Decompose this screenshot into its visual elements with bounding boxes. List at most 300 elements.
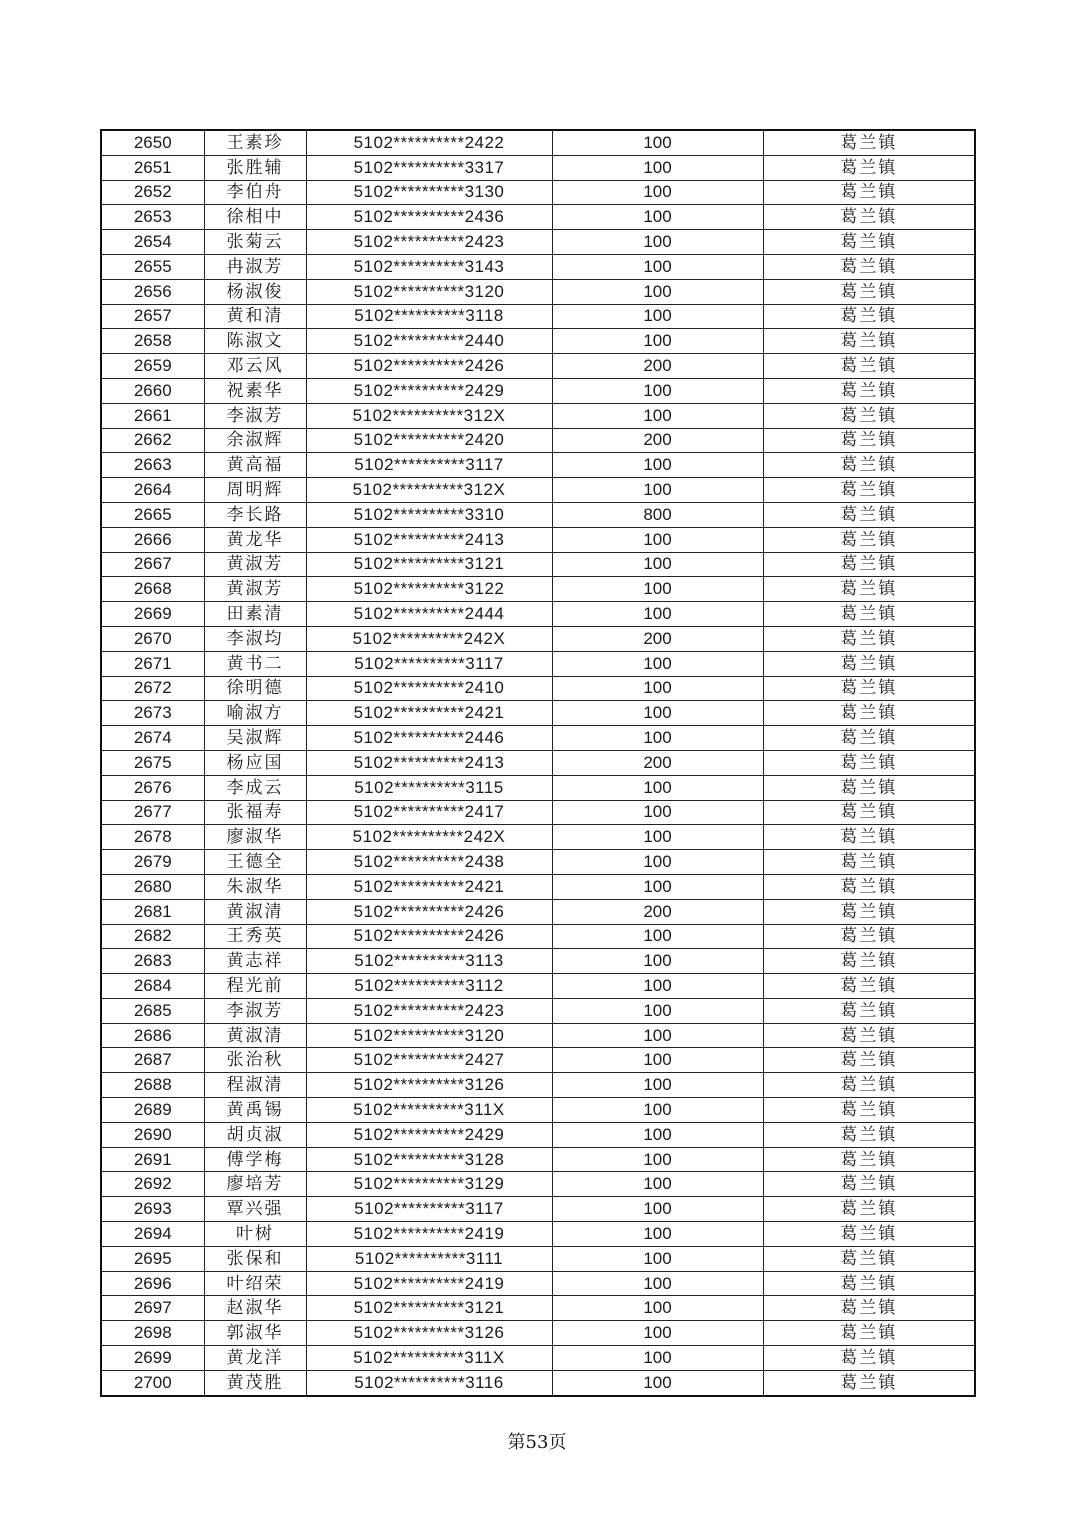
amount-cell: 100	[552, 1346, 763, 1371]
table-row	[101, 924, 975, 949]
table-row	[101, 1271, 975, 1296]
id-number-cell: 5102**********3126	[306, 1073, 552, 1098]
amount-cell: 100	[552, 1321, 763, 1346]
person-name-cell: 黄书二	[204, 651, 306, 676]
row-number-cell: 2652	[101, 180, 204, 205]
row-number-cell: 2693	[101, 1197, 204, 1222]
amount-cell: 100	[552, 130, 763, 155]
id-number-cell: 5102**********3117	[306, 453, 552, 478]
row-number-cell: 2689	[101, 1098, 204, 1123]
row-number-cell: 2697	[101, 1296, 204, 1321]
table-row	[101, 1172, 975, 1197]
id-number-cell: 5102**********2413	[306, 527, 552, 552]
amount-cell: 100	[552, 998, 763, 1023]
person-name-cell: 张保和	[204, 1246, 306, 1271]
town-name-cell: 葛兰镇	[763, 205, 975, 230]
person-name-cell: 王秀英	[204, 924, 306, 949]
person-name-cell: 朱淑华	[204, 874, 306, 899]
table-row	[101, 974, 975, 999]
person-name-cell: 王素珍	[204, 130, 306, 155]
town-name-cell: 葛兰镇	[763, 750, 975, 775]
row-number-cell: 2664	[101, 478, 204, 503]
id-number-cell: 5102**********2426	[306, 924, 552, 949]
records-table-body	[101, 130, 975, 1396]
table-row	[101, 626, 975, 651]
town-name-cell: 葛兰镇	[763, 1098, 975, 1123]
table-row	[101, 874, 975, 899]
town-name-cell: 葛兰镇	[763, 230, 975, 255]
person-name-cell: 王德全	[204, 850, 306, 875]
table-row	[101, 254, 975, 279]
person-name-cell: 黄龙华	[204, 527, 306, 552]
id-number-cell: 5102**********242X	[306, 825, 552, 850]
row-number-cell: 2655	[101, 254, 204, 279]
row-number-cell: 2688	[101, 1073, 204, 1098]
table-row	[101, 279, 975, 304]
amount-cell: 100	[552, 874, 763, 899]
table-row	[101, 1346, 975, 1371]
person-name-cell: 邓云风	[204, 354, 306, 379]
amount-cell: 100	[552, 1073, 763, 1098]
town-name-cell: 葛兰镇	[763, 527, 975, 552]
table-row	[101, 1222, 975, 1247]
person-name-cell: 喻淑方	[204, 701, 306, 726]
town-name-cell: 葛兰镇	[763, 974, 975, 999]
id-number-cell: 5102**********312X	[306, 403, 552, 428]
table-row	[101, 155, 975, 180]
amount-cell: 100	[552, 701, 763, 726]
person-name-cell: 田素清	[204, 602, 306, 627]
table-row	[101, 205, 975, 230]
town-name-cell: 葛兰镇	[763, 626, 975, 651]
town-name-cell: 葛兰镇	[763, 378, 975, 403]
amount-cell: 200	[552, 750, 763, 775]
table-row	[101, 850, 975, 875]
town-name-cell: 葛兰镇	[763, 130, 975, 155]
town-name-cell: 葛兰镇	[763, 279, 975, 304]
row-number-cell: 2677	[101, 800, 204, 825]
person-name-cell: 祝素华	[204, 378, 306, 403]
amount-cell: 100	[552, 577, 763, 602]
amount-cell: 100	[552, 527, 763, 552]
table-row	[101, 949, 975, 974]
table-row	[101, 1147, 975, 1172]
id-number-cell: 5102**********3128	[306, 1147, 552, 1172]
amount-cell: 100	[552, 726, 763, 751]
row-number-cell: 2654	[101, 230, 204, 255]
table-row	[101, 1296, 975, 1321]
amount-cell: 100	[552, 1246, 763, 1271]
table-row	[101, 378, 975, 403]
row-number-cell: 2650	[101, 130, 204, 155]
row-number-cell: 2671	[101, 651, 204, 676]
id-number-cell: 5102**********2446	[306, 726, 552, 751]
id-number-cell: 5102**********2427	[306, 1048, 552, 1073]
town-name-cell: 葛兰镇	[763, 998, 975, 1023]
row-number-cell: 2661	[101, 403, 204, 428]
amount-cell: 100	[552, 1271, 763, 1296]
id-number-cell: 5102**********3121	[306, 1296, 552, 1321]
id-number-cell: 5102**********312X	[306, 478, 552, 503]
town-name-cell: 葛兰镇	[763, 800, 975, 825]
id-number-cell: 5102**********2413	[306, 750, 552, 775]
table-row	[101, 602, 975, 627]
person-name-cell: 黄龙洋	[204, 1346, 306, 1371]
table-row	[101, 1197, 975, 1222]
town-name-cell: 葛兰镇	[763, 1321, 975, 1346]
amount-cell: 800	[552, 502, 763, 527]
person-name-cell: 陈淑文	[204, 329, 306, 354]
town-name-cell: 葛兰镇	[763, 1122, 975, 1147]
town-name-cell: 葛兰镇	[763, 949, 975, 974]
person-name-cell: 李淑芳	[204, 403, 306, 428]
row-number-cell: 2658	[101, 329, 204, 354]
id-number-cell: 5102**********3130	[306, 180, 552, 205]
row-number-cell: 2656	[101, 279, 204, 304]
row-number-cell: 2665	[101, 502, 204, 527]
id-number-cell: 5102**********311X	[306, 1346, 552, 1371]
person-name-cell: 程光前	[204, 974, 306, 999]
town-name-cell: 葛兰镇	[763, 1246, 975, 1271]
row-number-cell: 2685	[101, 998, 204, 1023]
row-number-cell: 2696	[101, 1271, 204, 1296]
id-number-cell: 5102**********2419	[306, 1271, 552, 1296]
person-name-cell: 黄淑清	[204, 899, 306, 924]
records-table	[100, 129, 976, 1397]
id-number-cell: 5102**********3115	[306, 775, 552, 800]
id-number-cell: 5102**********2438	[306, 850, 552, 875]
table-row	[101, 552, 975, 577]
person-name-cell: 周明辉	[204, 478, 306, 503]
amount-cell: 100	[552, 1023, 763, 1048]
table-row	[101, 130, 975, 155]
table-row	[101, 1246, 975, 1271]
table-row	[101, 403, 975, 428]
person-name-cell: 廖培芳	[204, 1172, 306, 1197]
id-number-cell: 5102**********2421	[306, 874, 552, 899]
amount-cell: 100	[552, 651, 763, 676]
table-row	[101, 304, 975, 329]
town-name-cell: 葛兰镇	[763, 403, 975, 428]
row-number-cell: 2691	[101, 1147, 204, 1172]
table-row	[101, 825, 975, 850]
amount-cell: 100	[552, 403, 763, 428]
id-number-cell: 5102**********2436	[306, 205, 552, 230]
person-name-cell: 程淑清	[204, 1073, 306, 1098]
town-name-cell: 葛兰镇	[763, 1073, 975, 1098]
town-name-cell: 葛兰镇	[763, 304, 975, 329]
id-number-cell: 5102**********3120	[306, 279, 552, 304]
person-name-cell: 廖淑华	[204, 825, 306, 850]
town-name-cell: 葛兰镇	[763, 1370, 975, 1395]
id-number-cell: 5102**********2429	[306, 1122, 552, 1147]
amount-cell: 100	[552, 304, 763, 329]
id-number-cell: 5102**********3143	[306, 254, 552, 279]
amount-cell: 100	[552, 1147, 763, 1172]
amount-cell: 100	[552, 1048, 763, 1073]
id-number-cell: 5102**********3121	[306, 552, 552, 577]
row-number-cell: 2690	[101, 1122, 204, 1147]
table-row	[101, 1023, 975, 1048]
row-number-cell: 2651	[101, 155, 204, 180]
amount-cell: 100	[552, 180, 763, 205]
town-name-cell: 葛兰镇	[763, 577, 975, 602]
person-name-cell: 黄淑清	[204, 1023, 306, 1048]
amount-cell: 100	[552, 478, 763, 503]
town-name-cell: 葛兰镇	[763, 874, 975, 899]
row-number-cell: 2699	[101, 1346, 204, 1371]
person-name-cell: 杨淑俊	[204, 279, 306, 304]
id-number-cell: 5102**********2419	[306, 1222, 552, 1247]
amount-cell: 100	[552, 800, 763, 825]
town-name-cell: 葛兰镇	[763, 651, 975, 676]
table-row	[101, 800, 975, 825]
amount-cell: 100	[552, 453, 763, 478]
row-number-cell: 2672	[101, 676, 204, 701]
id-number-cell: 5102**********2417	[306, 800, 552, 825]
town-name-cell: 葛兰镇	[763, 1172, 975, 1197]
amount-cell: 100	[552, 924, 763, 949]
row-number-cell: 2679	[101, 850, 204, 875]
amount-cell: 100	[552, 676, 763, 701]
id-number-cell: 5102**********3112	[306, 974, 552, 999]
amount-cell: 100	[552, 1222, 763, 1247]
person-name-cell: 徐相中	[204, 205, 306, 230]
person-name-cell: 张菊云	[204, 230, 306, 255]
row-number-cell: 2669	[101, 602, 204, 627]
row-number-cell: 2663	[101, 453, 204, 478]
person-name-cell: 赵淑华	[204, 1296, 306, 1321]
table-row	[101, 701, 975, 726]
town-name-cell: 葛兰镇	[763, 354, 975, 379]
town-name-cell: 葛兰镇	[763, 1346, 975, 1371]
row-number-cell: 2700	[101, 1370, 204, 1395]
person-name-cell: 吴淑辉	[204, 726, 306, 751]
row-number-cell: 2667	[101, 552, 204, 577]
person-name-cell: 黄禹锡	[204, 1098, 306, 1123]
town-name-cell: 葛兰镇	[763, 254, 975, 279]
id-number-cell: 5102**********242X	[306, 626, 552, 651]
town-name-cell: 葛兰镇	[763, 180, 975, 205]
amount-cell: 100	[552, 602, 763, 627]
person-name-cell: 叶绍荣	[204, 1271, 306, 1296]
id-number-cell: 5102**********3126	[306, 1321, 552, 1346]
town-name-cell: 葛兰镇	[763, 726, 975, 751]
person-name-cell: 张治秋	[204, 1048, 306, 1073]
amount-cell: 100	[552, 155, 763, 180]
person-name-cell: 张胜辅	[204, 155, 306, 180]
amount-cell: 100	[552, 1098, 763, 1123]
amount-cell: 200	[552, 354, 763, 379]
row-number-cell: 2683	[101, 949, 204, 974]
town-name-cell: 葛兰镇	[763, 1048, 975, 1073]
person-name-cell: 胡贞淑	[204, 1122, 306, 1147]
id-number-cell: 5102**********2410	[306, 676, 552, 701]
id-number-cell: 5102**********2422	[306, 130, 552, 155]
town-name-cell: 葛兰镇	[763, 825, 975, 850]
row-number-cell: 2678	[101, 825, 204, 850]
person-name-cell: 杨应国	[204, 750, 306, 775]
amount-cell: 100	[552, 1370, 763, 1395]
row-number-cell: 2673	[101, 701, 204, 726]
person-name-cell: 覃兴强	[204, 1197, 306, 1222]
person-name-cell: 李成云	[204, 775, 306, 800]
id-number-cell: 5102**********2429	[306, 378, 552, 403]
amount-cell: 100	[552, 254, 763, 279]
person-name-cell: 黄淑芳	[204, 577, 306, 602]
table-row	[101, 230, 975, 255]
row-number-cell: 2680	[101, 874, 204, 899]
amount-cell: 100	[552, 974, 763, 999]
row-number-cell: 2670	[101, 626, 204, 651]
amount-cell: 100	[552, 1172, 763, 1197]
id-number-cell: 5102**********3310	[306, 502, 552, 527]
town-name-cell: 葛兰镇	[763, 1197, 975, 1222]
town-name-cell: 葛兰镇	[763, 502, 975, 527]
amount-cell: 100	[552, 329, 763, 354]
table-row	[101, 750, 975, 775]
table-row	[101, 453, 975, 478]
table-row	[101, 180, 975, 205]
amount-cell: 100	[552, 552, 763, 577]
id-number-cell: 5102**********311X	[306, 1098, 552, 1123]
row-number-cell: 2653	[101, 205, 204, 230]
row-number-cell: 2686	[101, 1023, 204, 1048]
amount-cell: 100	[552, 230, 763, 255]
table-row	[101, 676, 975, 701]
page-number: 第53页	[507, 1432, 567, 1453]
person-name-cell: 李淑芳	[204, 998, 306, 1023]
table-row	[101, 354, 975, 379]
person-name-cell: 徐明德	[204, 676, 306, 701]
town-name-cell: 葛兰镇	[763, 1222, 975, 1247]
amount-cell: 200	[552, 626, 763, 651]
id-number-cell: 5102**********2423	[306, 998, 552, 1023]
row-number-cell: 2684	[101, 974, 204, 999]
id-number-cell: 5102**********3113	[306, 949, 552, 974]
person-name-cell: 黄茂胜	[204, 1370, 306, 1395]
row-number-cell: 2675	[101, 750, 204, 775]
town-name-cell: 葛兰镇	[763, 676, 975, 701]
id-number-cell: 5102**********3111	[306, 1246, 552, 1271]
town-name-cell: 葛兰镇	[763, 899, 975, 924]
person-name-cell: 黄和清	[204, 304, 306, 329]
row-number-cell: 2687	[101, 1048, 204, 1073]
table-row	[101, 478, 975, 503]
town-name-cell: 葛兰镇	[763, 1147, 975, 1172]
town-name-cell: 葛兰镇	[763, 1296, 975, 1321]
table-row	[101, 1048, 975, 1073]
id-number-cell: 5102**********3122	[306, 577, 552, 602]
amount-cell: 100	[552, 850, 763, 875]
row-number-cell: 2692	[101, 1172, 204, 1197]
id-number-cell: 5102**********3129	[306, 1172, 552, 1197]
table-row	[101, 726, 975, 751]
person-name-cell: 叶树	[204, 1222, 306, 1247]
table-row	[101, 1122, 975, 1147]
town-name-cell: 葛兰镇	[763, 552, 975, 577]
row-number-cell: 2674	[101, 726, 204, 751]
row-number-cell: 2668	[101, 577, 204, 602]
table-row	[101, 527, 975, 552]
row-number-cell: 2659	[101, 354, 204, 379]
amount-cell: 100	[552, 949, 763, 974]
id-number-cell: 5102**********2426	[306, 899, 552, 924]
amount-cell: 100	[552, 205, 763, 230]
town-name-cell: 葛兰镇	[763, 478, 975, 503]
town-name-cell: 葛兰镇	[763, 1271, 975, 1296]
id-number-cell: 5102**********2426	[306, 354, 552, 379]
id-number-cell: 5102**********2444	[306, 602, 552, 627]
row-number-cell: 2657	[101, 304, 204, 329]
person-name-cell: 冉淑芳	[204, 254, 306, 279]
table-row	[101, 998, 975, 1023]
row-number-cell: 2698	[101, 1321, 204, 1346]
town-name-cell: 葛兰镇	[763, 775, 975, 800]
id-number-cell: 5102**********3118	[306, 304, 552, 329]
amount-cell: 100	[552, 1122, 763, 1147]
amount-cell: 100	[552, 775, 763, 800]
person-name-cell: 黄高福	[204, 453, 306, 478]
id-number-cell: 5102**********3317	[306, 155, 552, 180]
person-name-cell: 郭淑华	[204, 1321, 306, 1346]
row-number-cell: 2662	[101, 428, 204, 453]
id-number-cell: 5102**********3116	[306, 1370, 552, 1395]
table-row	[101, 899, 975, 924]
row-number-cell: 2660	[101, 378, 204, 403]
person-name-cell: 李伯舟	[204, 180, 306, 205]
town-name-cell: 葛兰镇	[763, 329, 975, 354]
amount-cell: 100	[552, 1296, 763, 1321]
amount-cell: 100	[552, 825, 763, 850]
id-number-cell: 5102**********2423	[306, 230, 552, 255]
person-name-cell: 余淑辉	[204, 428, 306, 453]
id-number-cell: 5102**********2420	[306, 428, 552, 453]
id-number-cell: 5102**********3117	[306, 651, 552, 676]
table-row	[101, 577, 975, 602]
id-number-cell: 5102**********3117	[306, 1197, 552, 1222]
id-number-cell: 5102**********2421	[306, 701, 552, 726]
person-name-cell: 黄淑芳	[204, 552, 306, 577]
row-number-cell: 2681	[101, 899, 204, 924]
town-name-cell: 葛兰镇	[763, 602, 975, 627]
table-row	[101, 1321, 975, 1346]
person-name-cell: 黄志祥	[204, 949, 306, 974]
person-name-cell: 李长路	[204, 502, 306, 527]
table-row	[101, 775, 975, 800]
row-number-cell: 2676	[101, 775, 204, 800]
table-row	[101, 502, 975, 527]
table-row	[101, 329, 975, 354]
amount-cell: 100	[552, 378, 763, 403]
row-number-cell: 2695	[101, 1246, 204, 1271]
id-number-cell: 5102**********3120	[306, 1023, 552, 1048]
person-name-cell: 李淑均	[204, 626, 306, 651]
row-number-cell: 2666	[101, 527, 204, 552]
id-number-cell: 5102**********2440	[306, 329, 552, 354]
amount-cell: 100	[552, 279, 763, 304]
person-name-cell: 张福寿	[204, 800, 306, 825]
amount-cell: 200	[552, 899, 763, 924]
table-row	[101, 1098, 975, 1123]
table-row	[101, 1073, 975, 1098]
person-name-cell: 傅学梅	[204, 1147, 306, 1172]
row-number-cell: 2682	[101, 924, 204, 949]
row-number-cell: 2694	[101, 1222, 204, 1247]
table-row	[101, 428, 975, 453]
amount-cell: 100	[552, 1197, 763, 1222]
town-name-cell: 葛兰镇	[763, 453, 975, 478]
